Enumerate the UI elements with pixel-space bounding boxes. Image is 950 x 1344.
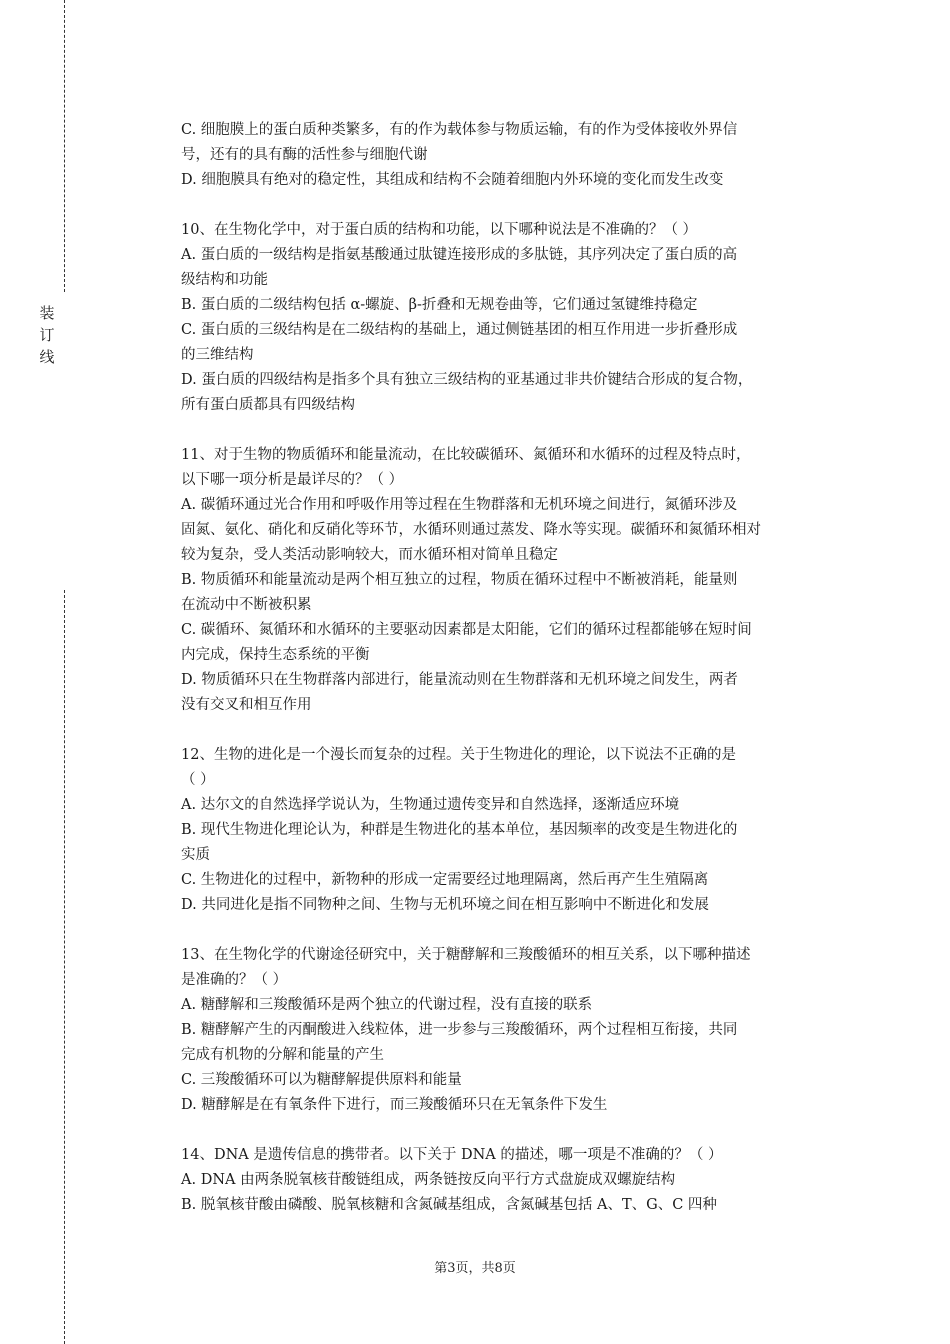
question-block xyxy=(181,943,843,1118)
question-line: D. 共同进化是指不同物种之间、生物与无机环境之间在相互影响中不断进化和发展 xyxy=(181,897,709,913)
question-line: B. 物质循环和能量流动是两个相互独立的过程，物质在循环过程中不断被消耗，能量则 xyxy=(181,572,738,588)
question-line: 14、DNA 是遗传信息的携带者。以下关于 DNA 的描述，哪一项是不准确的？（ ） xyxy=(181,1147,723,1163)
question-line: 13、在生物化学的代谢途径研究中，关于糖酵解和三羧酸循环的相互关系，以下哪种描述 xyxy=(181,947,751,963)
question-line: B. 现代生物进化理论认为，种群是生物进化的基本单位，基因频率的改变是生物进化的 xyxy=(181,822,738,838)
question-line: 级结构和功能 xyxy=(181,272,268,288)
question-line: C. 碳循环、氮循环和水循环的主要驱动因素都是太阳能，它们的循环过程都能够在短时间 xyxy=(181,622,752,638)
question-block xyxy=(181,743,843,918)
question-line: A. 糖酵解和三羧酸循环是两个独立的代谢过程，没有直接的联系 xyxy=(181,997,593,1013)
question-line: 实质 xyxy=(181,847,210,863)
question-line: B. 糖酵解产生的丙酮酸进入线粒体，进一步参与三羧酸循环，两个过程相互衔接，共同 xyxy=(181,1022,738,1038)
question-line: 内完成，保持生态系统的平衡 xyxy=(181,647,370,663)
question-block xyxy=(181,118,843,193)
question-line: 较为复杂，受人类活动影响较大，而水循环相对简单且稳定 xyxy=(181,547,558,563)
binding-label: 装订线 xyxy=(39,304,55,366)
question-line: D. 糖酵解是在有氧条件下进行，而三羧酸循环只在无氧条件下发生 xyxy=(181,1097,608,1113)
question-line: 固氮、氨化、硝化和反硝化等环节，水循环则通过蒸发、降水等实现。碳循环和氮循环相对 xyxy=(181,522,761,538)
question-line: C. 生物进化的过程中，新物种的形成一定需要经过地理隔离，然后再产生生殖隔离 xyxy=(181,872,709,888)
question-line: A. 碳循环通过光合作用和呼吸作用等过程在生物群落和无机环境之间进行，氮循环涉及 xyxy=(181,497,738,513)
question-line: D. 蛋白质的四级结构是指多个具有独立三级结构的亚基通过非共价键结合形成的复合物， xyxy=(181,372,753,388)
question-block xyxy=(181,443,843,718)
question-block xyxy=(181,218,843,418)
binding-line-top xyxy=(64,0,65,292)
question-line: C. 细胞膜上的蛋白质种类繁多，有的作为载体参与物质运输，有的作为受体接收外界信 xyxy=(181,122,738,138)
question-line: 以下哪一项分析是最详尽的？（ ） xyxy=(181,472,404,488)
question-line: C. 蛋白质的三级结构是在二级结构的基础上，通过侧链基团的相互作用进一步折叠形成 xyxy=(181,322,738,338)
question-line: 号，还有的具有酶的活性参与细胞代谢 xyxy=(181,147,428,163)
question-line: A. 蛋白质的一级结构是指氨基酸通过肽键连接形成的多肽链，其序列决定了蛋白质的高 xyxy=(181,247,738,263)
question-line: 是准确的？（ ） xyxy=(181,972,288,988)
question-line: D. 物质循环只在生物群落内部进行，能量流动则在生物群落和无机环境之间发生，两者 xyxy=(181,672,738,688)
binding-line-bottom xyxy=(64,590,65,1344)
question-block xyxy=(181,1143,843,1218)
question-line: （ ） xyxy=(181,772,215,788)
question-line: B. 蛋白质的二级结构包括 α-螺旋、β-折叠和无规卷曲等，它们通过氢键维持稳定 xyxy=(181,297,698,313)
question-line: A. 达尔文的自然选择学说认为，生物通过遗传变异和自然选择，逐渐适应环境 xyxy=(181,797,680,813)
question-line: 11、对于生物的物质循环和能量流动，在比较碳循环、氮循环和水循环的过程及特点时， xyxy=(181,447,751,463)
question-line: 的三维结构 xyxy=(181,347,254,363)
question-line: 所有蛋白质都具有四级结构 xyxy=(181,397,355,413)
question-line: 没有交叉和相互作用 xyxy=(181,697,312,713)
question-line: 10、在生物化学中，对于蛋白质的结构和功能，以下哪种说法是不准确的？（ ） xyxy=(181,222,698,238)
question-line: 在流动中不断被积累 xyxy=(181,597,312,613)
question-content xyxy=(181,118,843,1243)
question-line: 完成有机物的分解和能量的产生 xyxy=(181,1047,384,1063)
page-footer: 第3页，共8页 xyxy=(434,1261,516,1276)
question-line: 12、生物的进化是一个漫长而复杂的过程。关于生物进化的理论，以下说法不正确的是 xyxy=(181,747,736,763)
question-line: C. 三羧酸循环可以为糖酵解提供原料和能量 xyxy=(181,1072,462,1088)
question-line: D. 细胞膜具有绝对的稳定性，其组成和结构不会随着细胞内外环境的变化而发生改变 xyxy=(181,172,724,188)
question-line: B. 脱氧核苷酸由磷酸、脱氧核糖和含氮碱基组成，含氮碱基包括 A、T、G、C 四种 xyxy=(181,1197,717,1213)
question-line: A. DNA 由两条脱氧核苷酸链组成，两条链按反向平行方式盘旋成双螺旋结构 xyxy=(181,1172,676,1188)
